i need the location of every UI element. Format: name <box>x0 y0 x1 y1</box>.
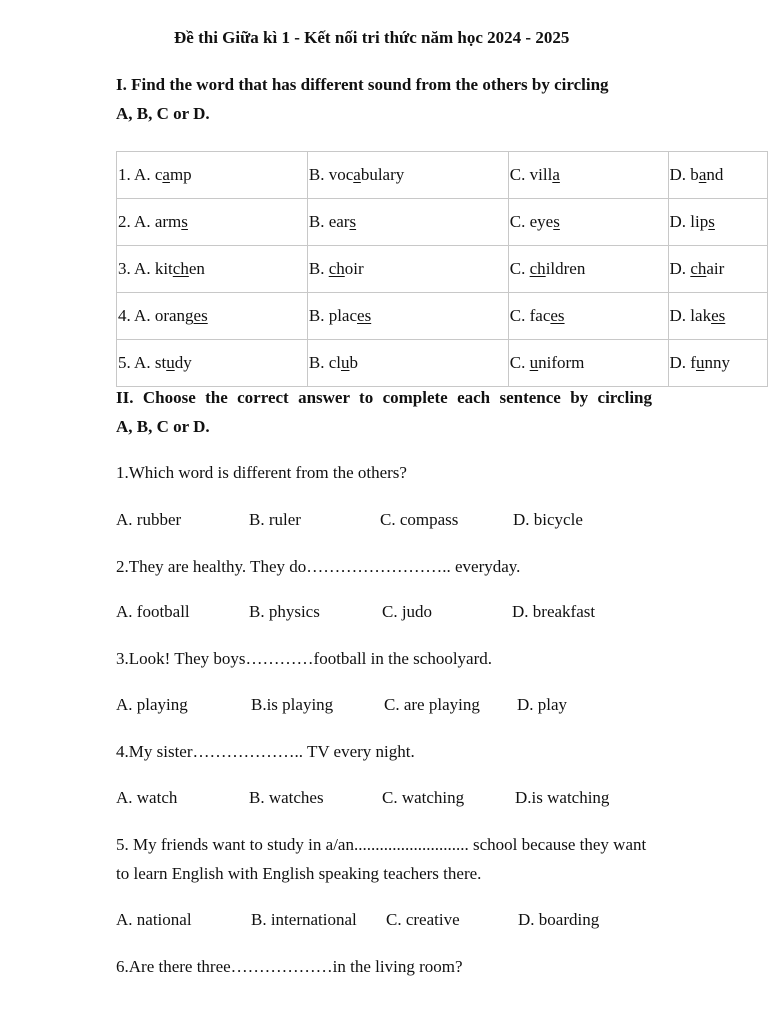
word-suffix: en <box>188 259 205 278</box>
pronunciation-option-c[interactable] <box>508 199 668 246</box>
word-prefix: 4. A. orang <box>118 306 194 325</box>
word-suffix: nd <box>706 165 724 184</box>
table-edge-mask <box>652 388 768 396</box>
word-suffix: nny <box>704 353 730 372</box>
pronunciation-option-b[interactable] <box>307 152 508 199</box>
pronunciation-option-c[interactable] <box>508 340 668 387</box>
word-suffix: mp <box>169 165 192 184</box>
pronunciation-row <box>117 152 768 199</box>
word-prefix: D. lip <box>669 212 709 231</box>
underlined-sound: es <box>711 306 726 325</box>
section-2-heading-line-2: A, B, C or D. <box>116 417 210 436</box>
pronunciation-option-d[interactable] <box>668 340 767 387</box>
word-suffix: bulary <box>360 165 405 184</box>
word-prefix: B. plac <box>308 306 358 325</box>
word-prefix: D. f <box>669 353 696 372</box>
underlined-sound: ch <box>328 259 345 278</box>
pronunciation-option-b[interactable] <box>307 293 508 340</box>
word-prefix: 1. A. c <box>118 165 163 184</box>
word-prefix: B. <box>308 259 329 278</box>
word-prefix: B. voc <box>308 165 354 184</box>
pronunciation-option-d[interactable] <box>668 152 767 199</box>
underlined-sound: es <box>550 306 565 325</box>
pronunciation-option-b[interactable] <box>307 246 508 293</box>
pronunciation-option-c[interactable] <box>508 293 668 340</box>
option-a[interactable]: A. watch <box>116 788 178 807</box>
question-6: 6.Are there three………………in the living room? <box>116 957 463 976</box>
pronunciation-option-c[interactable] <box>508 246 668 293</box>
underlined-sound: s <box>708 212 715 231</box>
word-prefix: C. vill <box>509 165 553 184</box>
option-b[interactable]: B. international <box>251 910 357 929</box>
pronunciation-option-a[interactable] <box>117 293 308 340</box>
question-4-options <box>116 788 676 812</box>
question-5-options <box>116 910 676 934</box>
pronunciation-option-a[interactable] <box>117 152 308 199</box>
pronunciation-row <box>117 340 768 387</box>
word-suffix: b <box>349 353 358 372</box>
pronunciation-option-d[interactable] <box>668 199 767 246</box>
question-1-options <box>116 510 676 534</box>
option-b[interactable]: B. physics <box>249 602 320 621</box>
option-c[interactable]: C. creative <box>386 910 460 929</box>
word-prefix: C. eye <box>509 212 554 231</box>
option-c[interactable]: C. compass <box>380 510 459 529</box>
question-3: 3.Look! They boys…………football in the schoolyard. <box>116 649 492 668</box>
option-b[interactable]: B.is playing <box>251 695 334 714</box>
word-prefix: B. ear <box>308 212 350 231</box>
section-1-heading-line-1: I. Find the word that has different sound from the others by circling <box>116 75 609 94</box>
pronunciation-option-d[interactable] <box>668 293 767 340</box>
option-c[interactable]: C. judo <box>382 602 433 621</box>
option-c[interactable]: C. are playing <box>384 695 480 714</box>
word-prefix: C. fac <box>509 306 551 325</box>
pronunciation-option-c[interactable] <box>508 152 668 199</box>
question-2: 2.They are healthy. They do…………………….. everyday. <box>116 557 521 576</box>
section-2-heading <box>116 383 652 441</box>
option-d[interactable]: D. bicycle <box>513 510 583 529</box>
option-d[interactable]: D. play <box>517 695 568 714</box>
word-prefix: C. <box>509 259 530 278</box>
word-suffix: dy <box>174 353 192 372</box>
pronunciation-option-a[interactable] <box>117 340 308 387</box>
underlined-sound: ch <box>529 259 546 278</box>
underlined-sound: a <box>552 165 560 184</box>
underlined-sound: ch <box>172 259 189 278</box>
option-b[interactable]: B. ruler <box>249 510 301 529</box>
word-prefix: C. <box>509 353 530 372</box>
section-1-heading-line-2: A, B, C or D. <box>116 104 210 123</box>
underlined-sound: u <box>695 353 705 372</box>
option-d[interactable]: D. breakfast <box>512 602 596 621</box>
word-prefix: D. lak <box>669 306 712 325</box>
underlined-sound: ch <box>690 259 707 278</box>
option-d[interactable]: D.is watching <box>515 788 610 807</box>
pronunciation-row <box>117 199 768 246</box>
word-prefix: D. <box>669 259 691 278</box>
underlined-sound: u <box>340 353 350 372</box>
option-b[interactable]: B. watches <box>249 788 324 807</box>
word-prefix: D. b <box>669 165 699 184</box>
word-suffix: oir <box>344 259 364 278</box>
question-3-options <box>116 695 676 719</box>
word-prefix: 2. A. arm <box>118 212 182 231</box>
word-prefix: 5. A. st <box>118 353 167 372</box>
section-2-heading-line-1: II. Choose the correct answer to complete each sentence by circling <box>116 388 652 407</box>
option-a[interactable]: A. playing <box>116 695 188 714</box>
underlined-sound: es <box>193 306 208 325</box>
question-1: 1.Which word is different from the others? <box>116 463 407 482</box>
underlined-sound: s <box>553 212 560 231</box>
underlined-sound: es <box>357 306 372 325</box>
section-1-heading <box>116 70 652 128</box>
question-4: 4.My sister……………….. TV every night. <box>116 742 415 761</box>
pronunciation-row <box>117 246 768 293</box>
underlined-sound: s <box>181 212 188 231</box>
option-d[interactable]: D. boarding <box>518 910 600 929</box>
option-a[interactable]: A. rubber <box>116 510 182 529</box>
pronunciation-option-d[interactable] <box>668 246 767 293</box>
pronunciation-table <box>116 151 768 387</box>
underlined-sound: a <box>162 165 170 184</box>
pronunciation-option-b[interactable] <box>307 199 508 246</box>
question-5: 5. My friends want to study in a/an........................... school because they want to learn English with English speaking teachers there. <box>116 835 647 883</box>
pronunciation-row <box>117 293 768 340</box>
underlined-sound: s <box>349 212 357 231</box>
page-title: Đề thi Giữa kì 1 - Kết nối tri thức năm học 2024 - 2025 <box>174 28 570 47</box>
underlined-sound: a <box>353 165 361 184</box>
underlined-sound: u <box>166 353 175 372</box>
word-suffix: air <box>706 259 725 278</box>
pronunciation-option-a[interactable] <box>117 199 308 246</box>
word-prefix: 3. A. kit <box>118 259 173 278</box>
underlined-sound: u <box>529 353 539 372</box>
word-suffix: niform <box>538 353 585 372</box>
question-2-options <box>116 602 676 626</box>
option-c[interactable]: C. watching <box>382 788 465 807</box>
word-suffix: ildren <box>545 259 586 278</box>
pronunciation-option-b[interactable] <box>307 340 508 387</box>
word-prefix: B. cl <box>308 353 341 372</box>
option-a[interactable]: A. football <box>116 602 190 621</box>
option-a[interactable]: A. national <box>116 910 192 929</box>
pronunciation-option-a[interactable] <box>117 246 308 293</box>
underlined-sound: a <box>698 165 707 184</box>
